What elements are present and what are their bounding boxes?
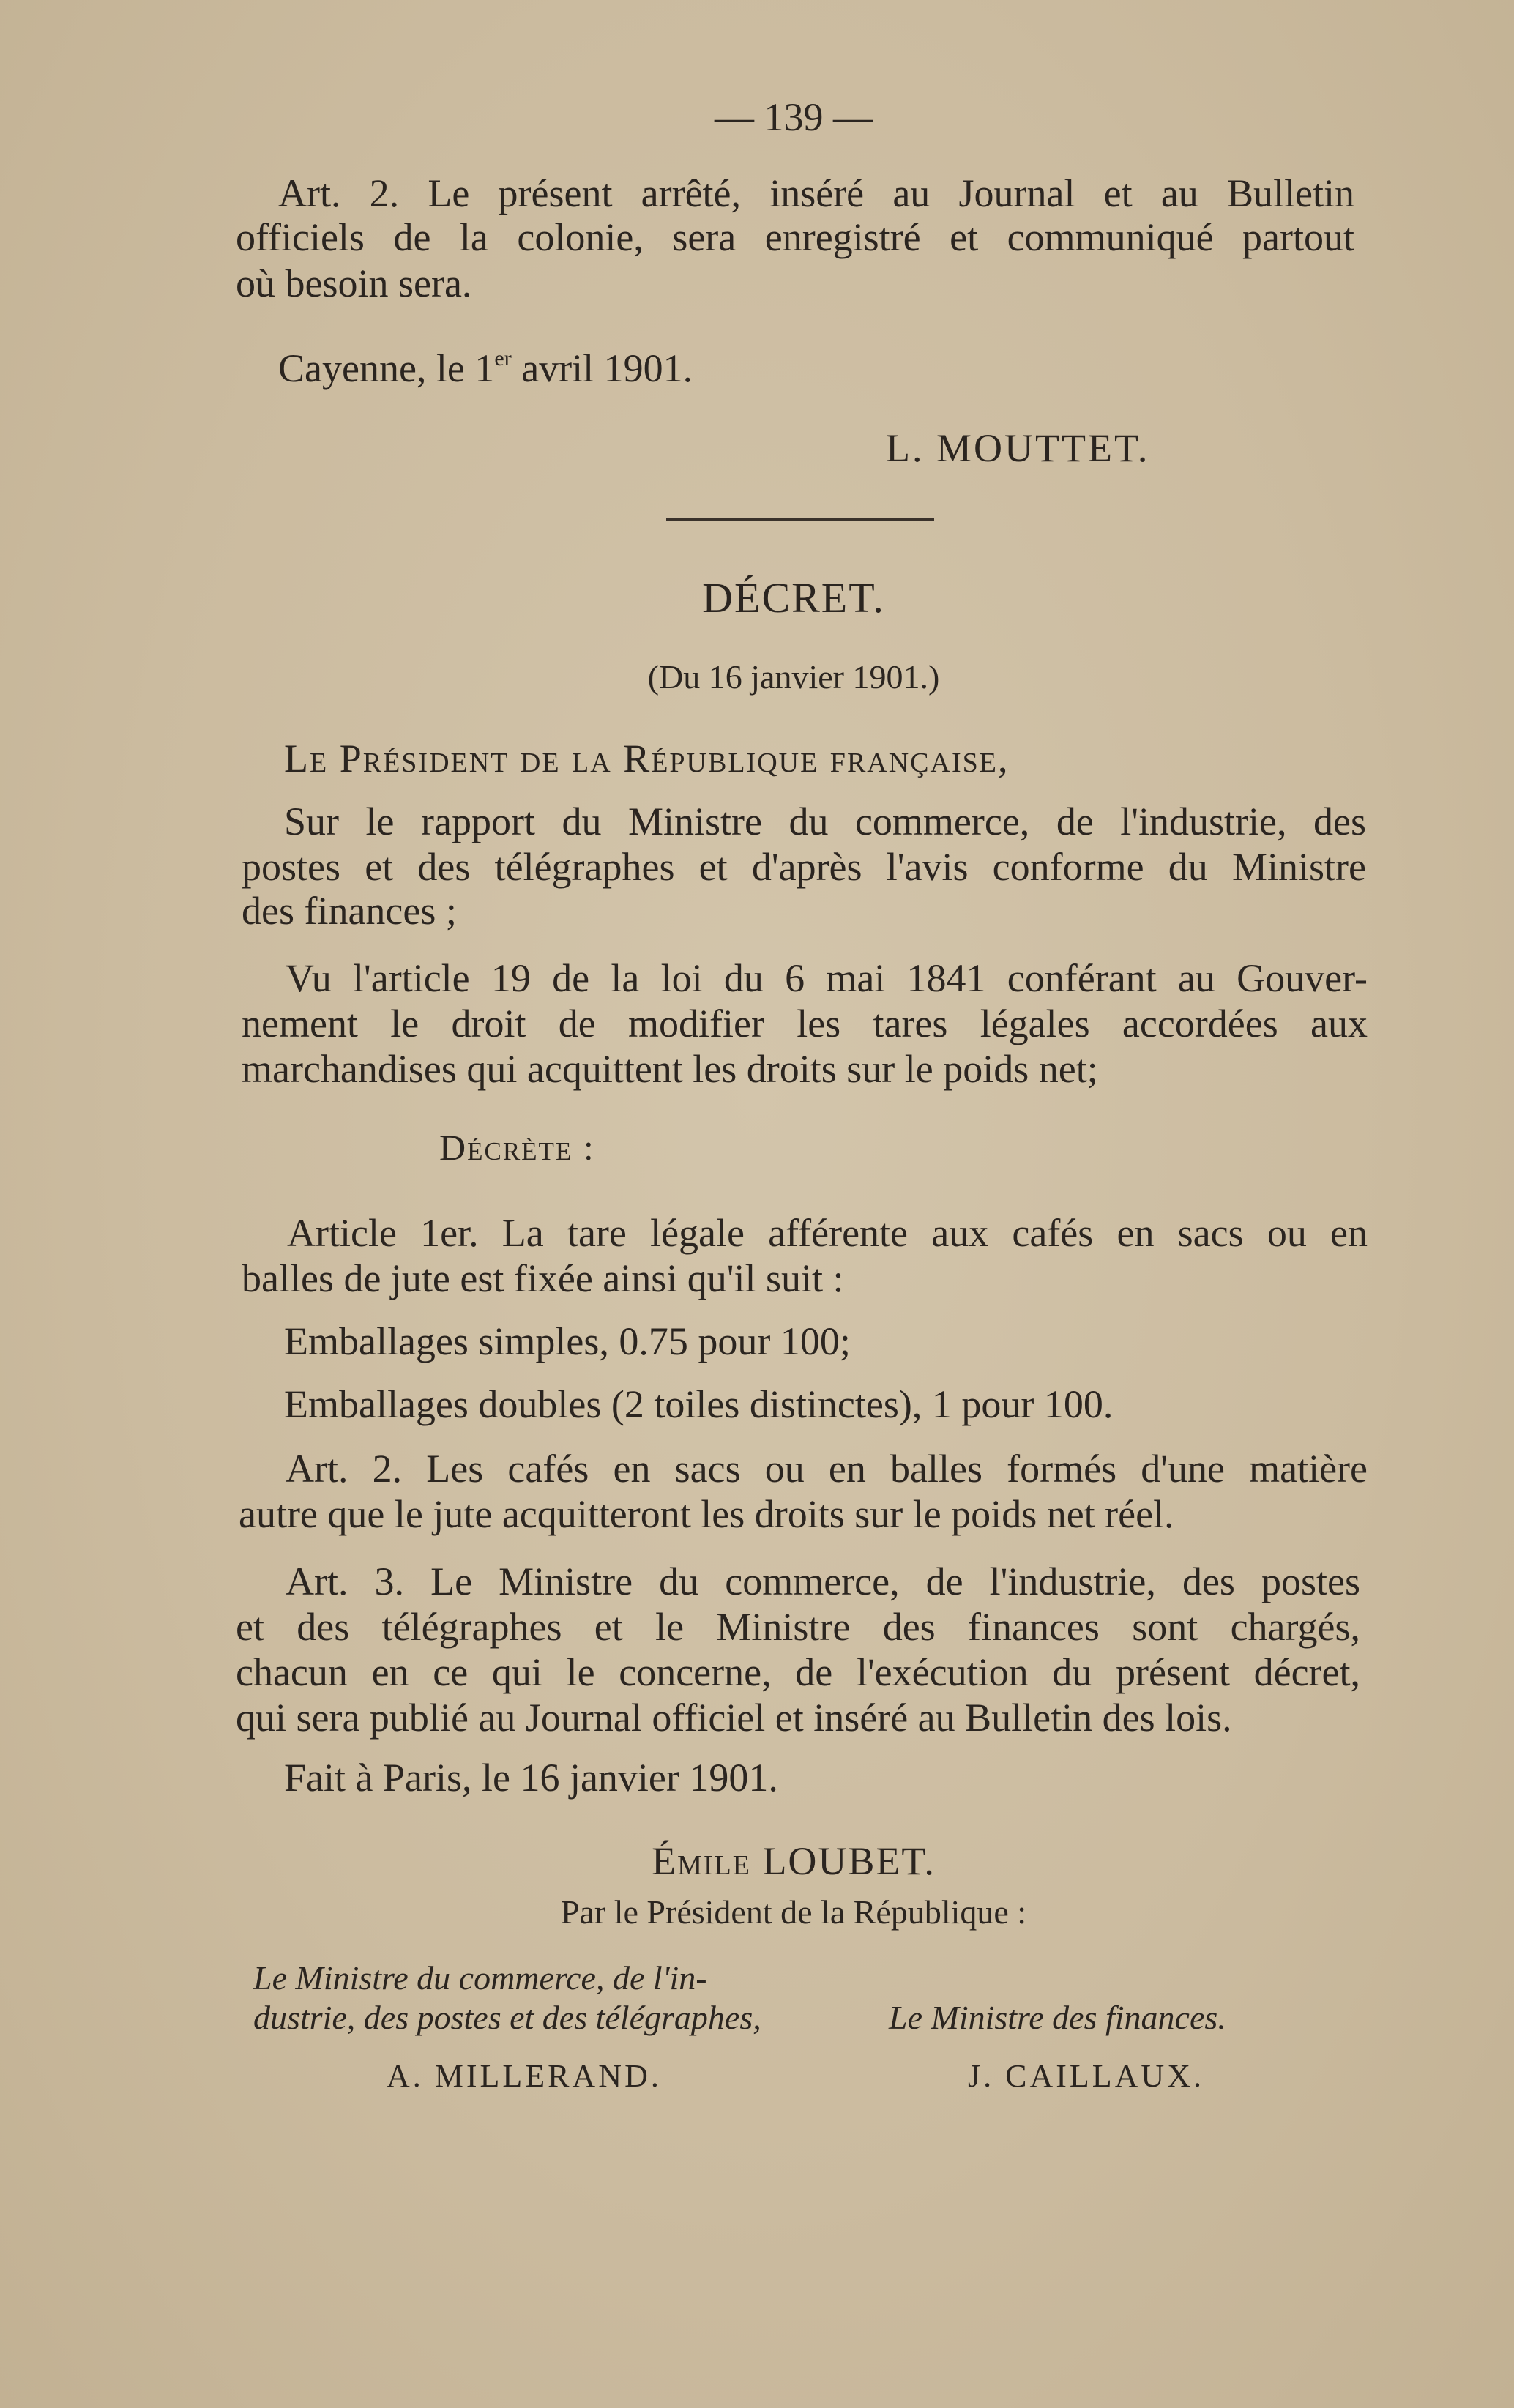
decret-rapport-line-3: des finances ; xyxy=(242,889,457,933)
decret-president-signature: Émile LOUBET. xyxy=(652,1839,936,1883)
signature-caillaux: J. CAILLAUX. xyxy=(968,2058,1204,2094)
decret-art1-line-2: balles de jute est fixée ainsi qu'il suit : xyxy=(242,1256,844,1300)
arrete-date xyxy=(278,335,693,392)
decret-fait: Fait à Paris, le 16 janvier 1901. xyxy=(284,1756,778,1800)
decret-emballages-doubles: Emballages doubles (2 toiles distinctes), 1 pour 100. xyxy=(284,1382,1114,1426)
ministre-finances: Le Ministre des finances. xyxy=(889,1999,1226,2036)
ministre-commerce-line-2: dustrie, des postes et des télégraphes, xyxy=(253,1999,761,2036)
decret-rapport-line-2: postes et des télégraphes et d'après l'avis conforme du Ministre xyxy=(242,845,1366,889)
decret-vu-line-3: marchandises qui acquittent les droits sur le poids net; xyxy=(242,1047,1098,1091)
arrete-art2-line-2: officiels de la colonie, sera enregistré et communiqué partout xyxy=(236,215,1354,259)
decret-par-le-president: Par le Président de la République : xyxy=(560,1893,1027,1931)
arrete-signature: L. MOUTTET. xyxy=(886,426,1150,470)
decret-subtitle: (Du 16 janvier 1901.) xyxy=(647,658,940,696)
decret-art1-line-1: Article 1er. La tare légale afférente aux cafés en sacs ou en xyxy=(287,1211,1368,1255)
arrete-date-suffix: avril 1901. xyxy=(511,346,693,390)
arrete-art2-line-1: Art. 2. Le présent arrêté, inséré au Journal et au Bulletin xyxy=(278,171,1354,215)
decret-art3-line-4: qui sera publié au Journal officiel et inséré au Bulletin des lois. xyxy=(236,1696,1232,1740)
decret-art2-line-1: Art. 2. Les cafés en sacs ou en balles formés d'une matière xyxy=(286,1447,1368,1491)
signature-millerand: A. MILLERAND. xyxy=(387,2058,662,2094)
ministre-commerce-line-1: Le Ministre du commerce, de l'in- xyxy=(253,1959,707,1997)
decret-art3-line-1: Art. 3. Le Ministre du commerce, de l'industrie, des postes xyxy=(286,1559,1360,1603)
arrete-date-prefix: Cayenne, le 1 xyxy=(278,346,495,390)
decret-emballages-simples: Emballages simples, 0.75 pour 100; xyxy=(284,1319,851,1363)
decret-vu-line-2: nement le droit de modifier les tares légales accordées aux xyxy=(242,1002,1368,1045)
decret-rapport-line-1: Sur le rapport du Ministre du commerce, de l'industrie, des xyxy=(284,799,1366,843)
arrete-art2-line-3: où besoin sera. xyxy=(236,261,472,305)
decret-title: DÉCRET. xyxy=(702,574,885,622)
decret-president: Le Président de la République française, xyxy=(284,737,1010,780)
decret-art3-line-3: chacun en ce qui le concerne, de l'exécution du présent décret, xyxy=(236,1650,1360,1694)
decret-art3-line-2: et des télégraphes et le Ministre des finances sont chargés, xyxy=(236,1605,1360,1649)
decret-decrete: Décrète : xyxy=(439,1127,595,1168)
decret-vu-line-1: Vu l'article 19 de la loi du 6 mai 1841 conférant au Gouver- xyxy=(286,956,1368,1000)
arrete-date-sup: er xyxy=(494,346,512,370)
section-divider xyxy=(666,518,934,521)
decret-art2-line-2: autre que le jute acquitteront les droits sur le poids net réel. xyxy=(239,1492,1174,1536)
page-number: — 139 — xyxy=(715,95,873,139)
